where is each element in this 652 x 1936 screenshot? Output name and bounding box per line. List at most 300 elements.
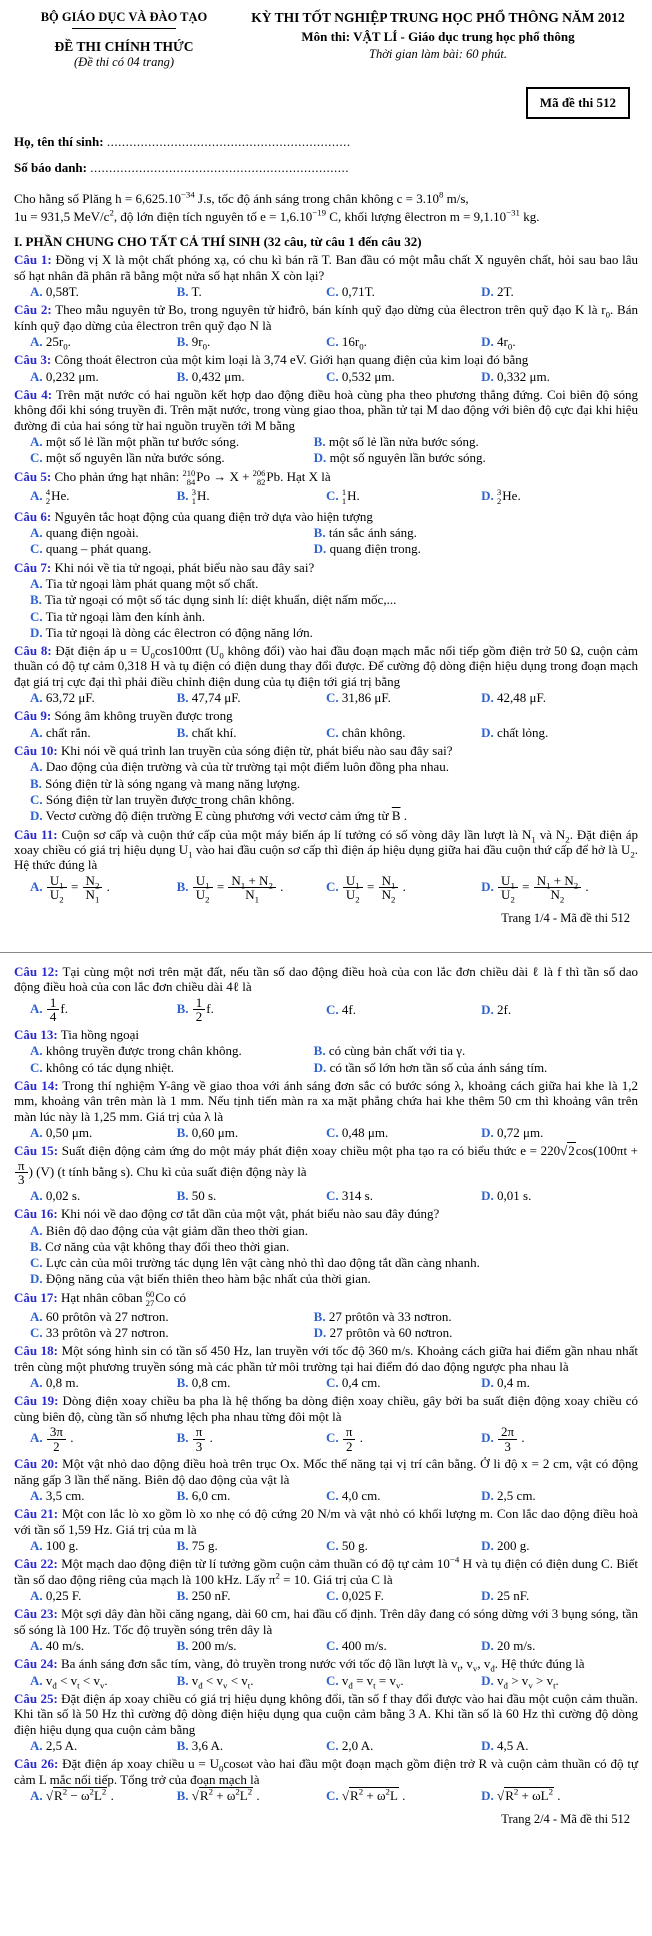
answer-letter: B. bbox=[176, 1637, 189, 1653]
question-text: Một sợi dây đàn hồi căng ngang, dài 60 cm, hai đầu cố định. Trên dây đang có sóng dừng với 3 bụng sóng, tần số sóng là 100 Hz. Tốc độ truyền sóng trên dây là bbox=[14, 1606, 638, 1637]
answer-option bbox=[326, 284, 477, 299]
answer-option bbox=[326, 1672, 477, 1691]
candidate-name-dots: ................................................................. bbox=[106, 133, 351, 149]
question-number: Câu 16: bbox=[14, 1206, 58, 1222]
question-text: Nguyên tắc hoạt động của quang điện trở dựa vào hiện tượng bbox=[54, 508, 373, 524]
answer-option bbox=[30, 525, 310, 540]
answer-letter: C. bbox=[326, 487, 339, 503]
answer-letter: A. bbox=[30, 575, 43, 591]
answer-letter: D. bbox=[481, 368, 494, 384]
question-text: Khi nói về quá trình lan truyền của sóng điện từ, phát biểu nào sau đây sai? bbox=[60, 743, 453, 759]
answer-letter: A. bbox=[30, 1537, 43, 1553]
answer-options bbox=[14, 725, 638, 740]
answer-text: 0,58T. bbox=[45, 284, 79, 300]
answer-letter: D. bbox=[481, 1672, 494, 1688]
answer-options bbox=[14, 759, 638, 823]
answer-text: 250 nF. bbox=[191, 1587, 231, 1603]
answer-text: một số nguyên lần bước sóng. bbox=[329, 450, 486, 466]
answer-letter: C. bbox=[326, 1124, 339, 1140]
question bbox=[14, 252, 638, 299]
answer-letter: A. bbox=[30, 1222, 43, 1238]
question bbox=[14, 1506, 638, 1553]
answer-letter: A. bbox=[30, 690, 43, 706]
answer-text: 0,232 μm. bbox=[45, 368, 99, 384]
answer-letter: A. bbox=[30, 1787, 43, 1803]
answer-text: $√R^2 + \omega^2L^2$ . bbox=[191, 1786, 260, 1803]
answer-text: Biên độ dao động của vật giảm dần theo thời gian. bbox=[45, 1222, 309, 1238]
answer-option bbox=[481, 334, 638, 352]
answer-option bbox=[177, 1188, 322, 1203]
answer-option bbox=[481, 1002, 638, 1017]
answer-letter: A. bbox=[30, 334, 43, 350]
answer-text: 4f. bbox=[341, 1002, 356, 1018]
answer-letter: D. bbox=[481, 1587, 494, 1603]
answer-option bbox=[481, 1588, 638, 1603]
answer-option bbox=[326, 1638, 477, 1653]
answer-text: Tia tử ngoại có một số tác dụng sinh lí: diệt khuẩn, diệt nấm mốc,... bbox=[44, 592, 397, 608]
answer-option bbox=[177, 284, 322, 299]
answer-option bbox=[481, 1188, 638, 1203]
answer-text: 3 1 H. bbox=[191, 486, 210, 506]
question-text: Đặt điện áp xoay chiều $u = U_0\cos\omega t$ vào hai đầu một đoạn mạch gồm điện trở R và cuộn cảm thuần có độ tự cảm L mắc nối tiếp. Tổng trở của đoạn mạch là bbox=[14, 1756, 638, 1787]
answer-text: 0,8 cm. bbox=[191, 1375, 231, 1391]
answer-text: chất khí. bbox=[191, 724, 237, 740]
answer-option bbox=[30, 369, 173, 384]
question-number: Câu 14: bbox=[14, 1077, 59, 1093]
answer-text: $\frac{2\pi}{3}$ . bbox=[497, 1430, 525, 1445]
answer-letter: D. bbox=[481, 1002, 494, 1018]
question-number: Câu 19: bbox=[14, 1393, 59, 1409]
answer-option bbox=[30, 576, 638, 591]
answer-text: quang điện ngoài. bbox=[45, 524, 139, 540]
answer-text: 200 m/s. bbox=[191, 1637, 237, 1653]
question-number: Câu 9: bbox=[14, 708, 52, 724]
answer-option bbox=[177, 1125, 322, 1140]
answer-option bbox=[30, 1271, 638, 1286]
answer-option bbox=[30, 450, 310, 465]
answer-letter: D. bbox=[481, 334, 494, 350]
answer-text: 31,86 μF. bbox=[341, 690, 391, 706]
question bbox=[14, 509, 638, 557]
answer-text: 3 2 He. bbox=[497, 486, 521, 506]
answer-letter: A. bbox=[30, 759, 43, 775]
answer-text: quang điện trong. bbox=[329, 541, 421, 557]
answer-letter: A. bbox=[30, 1637, 43, 1653]
answer-text: không truyền được trong chân không. bbox=[45, 1043, 242, 1059]
answer-text: $\frac{U_1}{U_2}$ = $\frac{N_1}{N_2}$ . bbox=[342, 879, 406, 894]
answer-text: 2,5 A. bbox=[45, 1737, 78, 1753]
answer-text: 4,5 A. bbox=[497, 1737, 529, 1753]
question-text: Dòng điện xoay chiều ba pha là hệ thống ba dòng điện xoay chiều, gây bởi ba suất điện động xoay chiều có cùng biên độ, cùng tần số nhưng lệch pha nhau từng đôi một là bbox=[14, 1393, 639, 1424]
answer-text: chất lỏng. bbox=[497, 724, 549, 740]
answer-letter: B. bbox=[176, 1737, 189, 1753]
answer-text: 0,60 μm. bbox=[191, 1124, 239, 1140]
answer-text: $v_đ < v_t < v_v$. bbox=[45, 1672, 108, 1691]
question-text: Tại cùng một nơi trên mặt đất, nếu tần số dao động điều hoà của con lắc đơn chiều dài ℓ là f thì tần số dao động điều hoà của con lắc đơn chiều dài 4ℓ là bbox=[14, 964, 639, 995]
answer-text: một số lẻ lần nửa bước sóng. bbox=[328, 434, 479, 449]
answer-text: $v_đ > v_v > v_t$. bbox=[497, 1672, 559, 1691]
answer-option bbox=[30, 284, 173, 299]
answer-option bbox=[30, 1538, 173, 1553]
answer-option bbox=[177, 1538, 322, 1553]
answer-options bbox=[14, 525, 638, 557]
answer-letter: A. bbox=[30, 1430, 43, 1446]
answer-option bbox=[314, 541, 642, 556]
candidate-id-line bbox=[14, 160, 638, 175]
answer-letter: D. bbox=[313, 1325, 327, 1341]
constants-line-1: Cho hằng số Plăng $h = 6,625.10^{-34}$ J.s, tốc độ ánh sáng trong chân không $c = 3.10^8$ m/s, bbox=[14, 190, 469, 207]
question bbox=[14, 964, 638, 1024]
answer-text: $16r_0$. bbox=[341, 334, 367, 352]
answer-text: $\frac{U_1}{U_2}$ = $\frac{N_1 + N_2}{N_2}$ . bbox=[497, 879, 589, 894]
answer-option bbox=[30, 1060, 310, 1075]
answer-option bbox=[177, 1738, 322, 1753]
answer-option bbox=[481, 1425, 638, 1453]
answer-option bbox=[326, 1788, 477, 1803]
answer-letter: B. bbox=[313, 524, 326, 540]
answer-letter: B. bbox=[176, 1487, 189, 1503]
answer-letter: B. bbox=[176, 1537, 189, 1553]
question-number: Câu 20: bbox=[14, 1456, 59, 1472]
question-text: Cho phản ứng hạt nhân: 210 84 Po → X + 206 82 Pb. Hạt X là bbox=[54, 467, 331, 487]
answer-letter: B. bbox=[176, 1787, 189, 1803]
question-text: Một sóng hình sin có tần số 450 Hz, lan truyền với tốc độ 360 m/s. Khoảng cách giữa hai điểm gần nhau nhất trên cùng một phương truyền sóng mà các phần tử môi trường tại hai điểm đó dao động ngược pha nhau là bbox=[14, 1343, 639, 1374]
answer-options bbox=[14, 1588, 638, 1603]
answer-text: $\frac{3\pi}{2}$ . bbox=[46, 1430, 74, 1445]
answer-text: 3,6 A. bbox=[191, 1737, 224, 1753]
question bbox=[14, 469, 638, 506]
question-text: Công thoát êlectron của một kim loại là 3,74 eV. Giới hạn quang điện của kim loại đó bằng bbox=[54, 352, 529, 368]
answer-text: Động năng của vật biến thiên theo hàm bậc nhất của thời gian. bbox=[45, 1271, 371, 1287]
answer-letter: C. bbox=[326, 1002, 339, 1018]
answer-option bbox=[177, 725, 322, 740]
answer-letter: C. bbox=[326, 1737, 339, 1753]
answer-text: 314 s. bbox=[341, 1187, 373, 1203]
answer-option bbox=[176, 1672, 322, 1691]
answer-option bbox=[326, 369, 477, 384]
answer-option bbox=[177, 488, 322, 506]
question-text: Tia hồng ngoại bbox=[60, 1026, 139, 1042]
answer-text: Lực cản của môi trường tác dụng lên vật càng nhỏ thì dao động tắt dần càng nhanh. bbox=[45, 1255, 480, 1271]
candidate-id-label: Số báo danh: bbox=[14, 160, 87, 176]
exam-page-2 bbox=[0, 953, 652, 1883]
answer-letter: C. bbox=[326, 724, 339, 740]
answer-option bbox=[177, 996, 322, 1024]
question-number: Câu 7: bbox=[14, 559, 52, 575]
answer-option bbox=[30, 1325, 310, 1340]
answer-option bbox=[30, 1188, 173, 1203]
answer-option bbox=[314, 434, 642, 449]
answer-letter: B. bbox=[313, 1043, 326, 1059]
question-text: Hạt nhân côban 60 27 Co có bbox=[60, 1288, 186, 1308]
answer-options bbox=[14, 369, 638, 384]
question-number: Câu 15: bbox=[14, 1143, 59, 1159]
answer-letter: C. bbox=[326, 1537, 339, 1553]
answer-option bbox=[30, 759, 638, 774]
answer-options bbox=[14, 996, 638, 1024]
answer-options bbox=[14, 872, 638, 905]
answer-option bbox=[30, 1239, 638, 1254]
answer-letter: A. bbox=[30, 878, 43, 894]
answer-option bbox=[481, 1672, 638, 1691]
answer-option bbox=[30, 434, 310, 449]
answer-letter: B. bbox=[176, 284, 189, 300]
question bbox=[14, 1143, 638, 1203]
candidate-name-line bbox=[14, 134, 638, 149]
question bbox=[14, 1290, 638, 1341]
answer-letter: B. bbox=[313, 434, 326, 449]
answer-letter: C. bbox=[30, 792, 43, 808]
answer-letter: C. bbox=[326, 1187, 339, 1203]
question bbox=[14, 1656, 638, 1691]
answer-letter: C. bbox=[326, 878, 339, 894]
answer-options bbox=[14, 1309, 638, 1341]
answer-letter: B. bbox=[176, 487, 189, 503]
answer-letter: C. bbox=[326, 1375, 339, 1391]
answer-options bbox=[14, 690, 638, 705]
question-number: Câu 26: bbox=[14, 1756, 59, 1772]
answer-letter: A. bbox=[30, 434, 43, 449]
answer-option bbox=[481, 1375, 638, 1390]
answer-options bbox=[14, 1538, 638, 1553]
question-text: Trong thí nghiệm Y-âng về giao thoa với ánh sáng đơn sắc có bước sóng λ, khoảng cách giữa hai khe là 1,2 mm, khoảng vân trên màn là 1 mm. Nếu tịnh tiến màn ra xa mặt phẳng chứa hai khe thêm 50 cm thì khoảng vân trên màn lúc này là 1,25 mm. Giá trị của λ là bbox=[14, 1077, 638, 1124]
answer-letter: B. bbox=[176, 724, 189, 740]
answer-text: $√R^2 - \omega^2L^2$ . bbox=[45, 1786, 114, 1803]
answer-letter: A. bbox=[30, 284, 43, 300]
answer-options bbox=[14, 434, 638, 466]
question bbox=[14, 560, 638, 641]
question-text: Theo mẫu nguyên tử Bo, trong nguyên tử hiđrô, bán kính quỹ đạo dừng của êlectron trên quỹ đạo K là $r_0$. Bán kính quỹ đạo dừng của êlectron trên quỹ đạo N là bbox=[14, 302, 638, 333]
answer-letter: D. bbox=[313, 450, 327, 466]
header-right-column bbox=[234, 10, 638, 69]
answer-text: 4 2 He. bbox=[45, 486, 70, 506]
answer-text: 0,71T. bbox=[341, 284, 375, 300]
answer-option bbox=[314, 1043, 642, 1058]
answer-letter: B. bbox=[30, 592, 42, 608]
question-text: Một mạch dao động điện từ lí tưởng gồm cuộn cảm thuần có độ tự cảm $10^{-4}$ H và tụ điện có điện dung C. Biết tần số dao động riêng của mạch là 100 kHz. Lấy $\pi^2 = 10$. Giá trị của C là bbox=[14, 1554, 639, 1587]
answer-letter: C. bbox=[30, 1255, 43, 1271]
answer-option bbox=[30, 996, 173, 1024]
page-1-footer: Trang 1/4 - Mã đề thi 512 bbox=[501, 911, 630, 926]
answer-letter: C. bbox=[326, 690, 339, 706]
answer-text: 20 m/s. bbox=[497, 1637, 536, 1653]
question-text: Sóng âm không truyền được trong bbox=[54, 708, 233, 724]
answer-text: $\frac{\pi}{3}$ . bbox=[192, 1430, 213, 1445]
answer-options bbox=[14, 1425, 638, 1453]
question-text: Cuộn sơ cấp và cuộn thứ cấp của một máy biến áp lí tưởng có số vòng dây lần lượt là $N_1$ và $N_2$. Đặt điện áp xoay chiều có giá trị hiệu dụng $U_1$ vào hai đầu cuộn sơ cấp thì điện áp hiệu dụng giữa hai đầu cuộn thứ cấp để hở là $U_2$. Hệ thức đúng là bbox=[14, 826, 639, 873]
answer-letter: A. bbox=[30, 1375, 43, 1391]
answer-option bbox=[177, 1638, 322, 1653]
answer-option bbox=[177, 369, 322, 384]
question bbox=[14, 708, 638, 740]
answer-letter: A. bbox=[30, 1487, 43, 1503]
answer-option bbox=[30, 1488, 173, 1503]
answer-text: Dao động của điện trường và của từ trường tại một điểm luôn đồng pha nhau. bbox=[45, 759, 450, 775]
answer-options bbox=[14, 1223, 638, 1287]
answer-option bbox=[30, 1672, 173, 1691]
answer-letter: D. bbox=[481, 878, 494, 894]
exam-title: KỲ THI TỐT NGHIỆP TRUNG HỌC PHỔ THÔNG NĂM 2012 bbox=[251, 10, 625, 25]
answer-letter: D. bbox=[481, 1187, 494, 1203]
question-text: Khi nói về dao động cơ tắt dần của một vật, phát biểu nào sau đây đúng? bbox=[60, 1206, 440, 1222]
answer-letter: D. bbox=[481, 284, 494, 300]
answer-letter: C. bbox=[326, 1587, 339, 1603]
question-number: Câu 5: bbox=[14, 468, 52, 484]
answer-letter: B. bbox=[176, 1587, 189, 1603]
answer-option bbox=[30, 1638, 173, 1653]
answer-text: 0,48 μm. bbox=[341, 1124, 389, 1140]
answer-letter: B. bbox=[176, 1672, 189, 1688]
answer-option bbox=[30, 1309, 310, 1324]
answer-text: 2,0 A. bbox=[341, 1737, 374, 1753]
answer-text: Tia tử ngoại làm đen kính ảnh. bbox=[45, 608, 205, 624]
answer-letter: A. bbox=[30, 1043, 43, 1059]
answer-letter: D. bbox=[481, 1487, 494, 1503]
page-2-footer: Trang 2/4 - Mã đề thi 512 bbox=[501, 1812, 630, 1827]
question-number: Câu 22: bbox=[14, 1556, 58, 1572]
answer-option bbox=[30, 872, 173, 905]
answer-text: Cơ năng của vật không thay đổi theo thời gian. bbox=[45, 1238, 290, 1254]
answer-letter: D. bbox=[481, 487, 494, 503]
answer-option bbox=[177, 1375, 322, 1390]
answer-option bbox=[314, 1060, 642, 1075]
answer-option bbox=[481, 1788, 638, 1803]
answer-option bbox=[326, 872, 477, 905]
answer-option bbox=[326, 1538, 477, 1553]
question-text: Trên mặt nước có hai nguồn kết hợp dao động điều hoà cùng pha theo phương thẳng đứng. Coi biên độ sóng không đổi khi sóng truyền đi. Trên mặt nước, trong vùng giao thoa, phần tử tại M dao động với biên độ cực đại khi hiệu đường đi của hai sóng từ hai nguồn truyền tới M bằng bbox=[14, 387, 639, 433]
answer-text: $9r_0$. bbox=[191, 334, 211, 352]
answer-option bbox=[30, 776, 638, 791]
question-number: Câu 6: bbox=[14, 508, 52, 524]
answer-options bbox=[14, 1043, 638, 1075]
question-text: Đồng vị X là một chất phóng xạ, có chu kì bán rã T. Ban đầu có một mẫu chất X nguyên chất, hỏi sau bao lâu số hạt nhân đã phân rã bằng một nửa số hạt nhân X còn lại? bbox=[14, 252, 638, 283]
answer-text: 3,5 cm. bbox=[45, 1487, 85, 1503]
answer-option bbox=[314, 1325, 642, 1340]
answer-text: 50 s. bbox=[191, 1187, 217, 1203]
answer-text: 40 m/s. bbox=[45, 1637, 85, 1653]
answer-text: không có tác dụng nhiệt. bbox=[45, 1059, 175, 1075]
answer-option bbox=[30, 592, 638, 607]
answer-letter: C. bbox=[326, 368, 339, 384]
question bbox=[14, 643, 638, 705]
answer-options bbox=[14, 1125, 638, 1140]
answer-options bbox=[14, 1788, 638, 1803]
answer-option bbox=[326, 725, 477, 740]
answer-option bbox=[30, 792, 638, 807]
answer-option bbox=[30, 625, 638, 640]
answer-option bbox=[30, 334, 173, 352]
answer-text: 200 g. bbox=[497, 1537, 530, 1553]
answer-letter: A. bbox=[30, 368, 43, 384]
answer-text: Tia tử ngoại làm phát quang một số chất. bbox=[45, 575, 259, 591]
answer-option bbox=[481, 872, 638, 905]
answer-text: 60 prôtôn và 27 nơtron. bbox=[45, 1308, 169, 1324]
answer-text: tán sắc ánh sáng. bbox=[328, 524, 417, 540]
answer-letter: C. bbox=[326, 1672, 339, 1688]
question bbox=[14, 302, 638, 352]
duration-line: Thời gian làm bài: 60 phút. bbox=[369, 47, 507, 62]
answer-text: 0,50 μm. bbox=[45, 1124, 93, 1140]
answer-options bbox=[14, 334, 638, 352]
answer-option bbox=[30, 1375, 173, 1390]
answer-text: 0,25 F. bbox=[45, 1587, 82, 1603]
question bbox=[14, 826, 639, 905]
answer-option bbox=[30, 1588, 173, 1603]
answer-text: T. bbox=[191, 284, 202, 300]
answer-text: 75 g. bbox=[191, 1537, 218, 1553]
question bbox=[14, 1756, 638, 1803]
header-left-column bbox=[14, 10, 234, 69]
question-number: Câu 2: bbox=[14, 302, 52, 318]
answer-letter: B. bbox=[176, 690, 189, 706]
answer-text: 100 g. bbox=[45, 1537, 79, 1553]
answer-text: $\frac{\pi}{2}$ . bbox=[342, 1430, 363, 1445]
answer-letter: C. bbox=[326, 1487, 339, 1503]
answer-text: 0,72 μm. bbox=[497, 1124, 544, 1140]
answer-letter: D. bbox=[481, 1737, 494, 1753]
answer-letter: C. bbox=[326, 284, 339, 300]
answer-text: 400 m/s. bbox=[341, 1637, 387, 1653]
answer-option bbox=[30, 1043, 310, 1058]
question bbox=[14, 743, 638, 824]
answer-letter: B. bbox=[313, 1308, 326, 1324]
answer-text: Sóng điện từ là sóng ngang và mang năng lượng. bbox=[45, 775, 301, 791]
answer-letter: D. bbox=[481, 724, 494, 740]
answer-letter: A. bbox=[30, 1672, 43, 1688]
answer-option bbox=[177, 690, 322, 705]
answer-text: $\frac{1}{4}$ f. bbox=[46, 1001, 68, 1016]
pages-note: (Đề thi có 04 trang) bbox=[74, 54, 174, 69]
answer-text: một số nguyên lần nửa bước sóng. bbox=[45, 450, 225, 466]
answer-text: 0,8 m. bbox=[45, 1375, 79, 1391]
answer-options bbox=[14, 488, 638, 506]
questions-page-1 bbox=[14, 252, 639, 905]
answer-options bbox=[14, 1672, 638, 1691]
answer-option bbox=[481, 1738, 638, 1753]
answer-option bbox=[481, 1638, 638, 1653]
constants-line-2: 1u = 931,5 MeV/$c^2$, độ lớn điện tích nguyên tố $e = 1,6.10^{-19}$ C, khối lượng êlectron $m = 9,1.10^{-31}$ kg. bbox=[14, 207, 540, 224]
candidate-name-label: Họ, tên thí sinh: bbox=[14, 133, 104, 149]
question bbox=[14, 1343, 638, 1390]
question-text: Suất điện động cảm ứng do một máy phát điện xoay chiều một pha tạo ra có biểu thức e = 220√2cos(100πt + $\frac{\pi}{3}$ ) (V) (t tính bằng s). Chu kì của suất điện động này là bbox=[14, 1143, 638, 1178]
answer-option bbox=[30, 1425, 173, 1453]
answer-text: $v_đ < v_v < v_t$. bbox=[191, 1672, 254, 1691]
answer-text: Vectơ cường độ điện trường $\overline{E}$ cùng phương với vectơ cảm ứng từ $\overline{B}$ . bbox=[45, 808, 408, 824]
answer-letter: C. bbox=[30, 541, 43, 557]
answer-letter: B. bbox=[30, 1238, 42, 1254]
answer-option bbox=[30, 1788, 173, 1803]
answer-option bbox=[30, 1125, 173, 1140]
answer-option bbox=[176, 872, 322, 905]
answer-option bbox=[177, 1788, 322, 1803]
answer-letter: D. bbox=[481, 1637, 494, 1653]
answer-option bbox=[326, 1125, 477, 1140]
ministry-underline bbox=[72, 28, 176, 29]
answer-option bbox=[326, 1188, 477, 1203]
answer-option bbox=[326, 1425, 477, 1453]
official-exam-stamp: ĐỀ THI CHÍNH THỨC bbox=[54, 38, 194, 54]
question-number: Câu 11: bbox=[14, 826, 58, 842]
answer-option bbox=[481, 725, 638, 740]
answer-text: 50 g. bbox=[341, 1537, 368, 1553]
answer-text: $\frac{U_1}{U_2}$ = $\frac{N_2}{N_1}$ . bbox=[46, 879, 110, 894]
exam-page-1 bbox=[0, 0, 652, 952]
question bbox=[14, 387, 638, 466]
answer-option bbox=[30, 1223, 638, 1238]
answer-letter: D. bbox=[30, 624, 43, 640]
answer-option bbox=[314, 525, 642, 540]
answer-text: 1 1 H. bbox=[341, 486, 360, 506]
